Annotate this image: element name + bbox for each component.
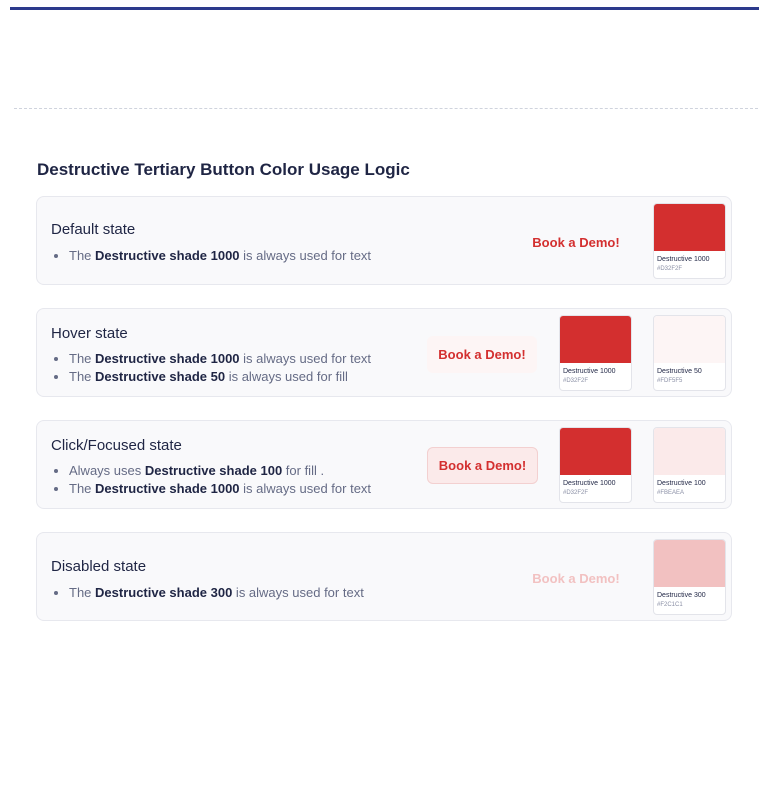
color-chip: [654, 204, 725, 251]
swatch-hex: #D32F2F: [563, 378, 589, 384]
book-demo-button-focused[interactable]: Book a Demo!: [427, 447, 538, 484]
click-focused-state-card: [36, 420, 732, 509]
bullet-list: [57, 584, 364, 602]
swatch-name: Destructive 50: [657, 368, 702, 375]
swatch-name: Destructive 300: [657, 592, 706, 599]
swatch-hex: #F2C1C1: [657, 602, 683, 608]
swatch-name: Destructive 1000: [563, 480, 616, 487]
book-demo-button-hover[interactable]: Book a Demo!: [427, 336, 537, 373]
swatch-name: Destructive 1000: [563, 368, 616, 375]
card-title: Default state: [51, 221, 136, 238]
page-title: Destructive Tertiary Button Color Usage Logic: [37, 160, 410, 179]
color-swatch: [653, 427, 726, 503]
color-chip: [560, 316, 631, 363]
color-swatch: [559, 315, 632, 391]
swatch-hex: #D32F2F: [563, 490, 589, 496]
color-chip: [560, 428, 631, 475]
bullet-item: • Always uses Destructive shade 100 for fill .: [69, 462, 371, 480]
swatch-hex: #D32F2F: [657, 266, 683, 272]
bullet-list: [57, 462, 371, 498]
color-chip: [654, 428, 725, 475]
card-title: Disabled state: [51, 558, 147, 575]
bullet-item: • The Destructive shade 1000 is always used for text: [69, 247, 371, 265]
color-swatch: [559, 427, 632, 503]
color-chip: [654, 316, 725, 363]
card-title: Hover state: [51, 325, 128, 342]
book-demo-button-disabled: Book a Demo!: [532, 570, 620, 586]
bullet-item: • The Destructive shade 50 is always used for fill: [69, 368, 371, 386]
swatch-name: Destructive 1000: [657, 256, 710, 263]
color-chip: [654, 540, 725, 587]
bullet-list: [57, 247, 371, 265]
card-title: Click/Focused state: [51, 437, 182, 454]
swatch-hex: #FBEAEA: [657, 490, 685, 496]
hover-state-card: [36, 308, 732, 397]
bullet-item: • The Destructive shade 300 is always used for text: [69, 584, 364, 602]
section-divider: [14, 108, 758, 109]
color-swatch: [653, 203, 726, 279]
color-swatch: [653, 539, 726, 615]
bullet-item: • The Destructive shade 1000 is always used for text: [69, 480, 371, 498]
bullet-list: [57, 350, 371, 386]
book-demo-button-default[interactable]: Book a Demo!: [532, 234, 620, 250]
default-state-card: [36, 196, 732, 285]
swatch-hex: #FDF5F5: [657, 378, 683, 384]
color-swatch: [653, 315, 726, 391]
top-accent-line: [10, 7, 759, 10]
disabled-state-card: [36, 532, 732, 621]
bullet-item: • The Destructive shade 1000 is always used for text: [69, 350, 371, 368]
swatch-name: Destructive 100: [657, 480, 706, 487]
